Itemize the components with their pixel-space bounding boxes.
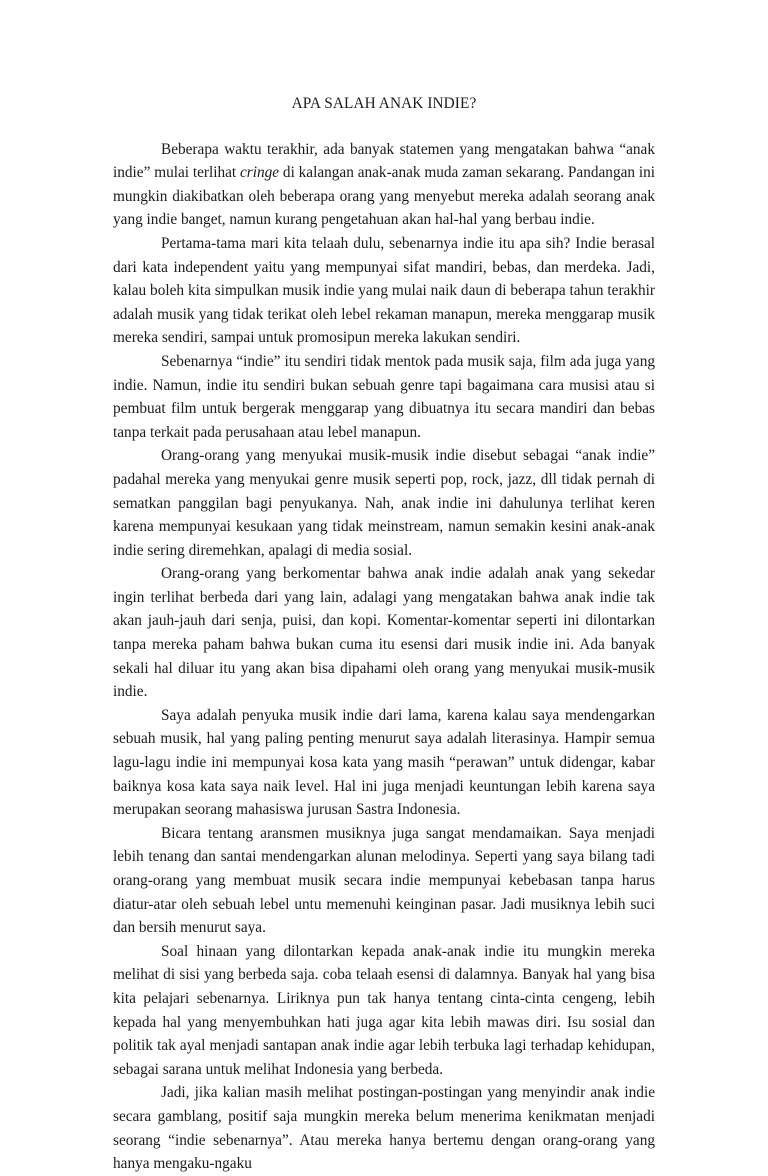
paragraph-1 [113,138,655,232]
paragraph-4: Orang-orang yang menyukai musik-musik indie disebut sebagai “anak indie” padahal mereka yang menyukai genre musik seperti pop, rock, jazz, dll tidak pernah di sematkan panggilan bagi penyukanya. Nah, anak indie ini dahulunya terlihat keren karena mempunyai kesukaan yang tidak meinstream, namun semakin kesini anak-anak indie sering diremehkan, apalagi di media sosial. [113,447,655,559]
paragraph-1-text-before: Beberapa waktu terakhir, ada banyak statemen yang mengatakan bahwa “anak indie” mulai terlihat [113,140,655,182]
paragraph-9: Jadi, jika kalian masih melihat postingan-postingan yang menyindir anak indie secara gamblang, positif saja mungkin mereka belum menerima kenikmatan menjadi seorang “indie sebenarnya”. Atau mereka hanya bertemu dengan orang-orang yang hanya mengaku-ngaku [113,1084,655,1173]
paragraph-5: Orang-orang yang berkomentar bahwa anak indie adalah anak yang sekedar ingin terlihat berbeda dari yang lain, adalagi yang mengatakan bahwa anak indie tak akan jauh-jauh dari senja, puisi, dan kopi. Komentar-komentar seperti ini dilontarkan tanpa mereka paham bahwa bukan cuma itu esensi dari musik indie ini. Ada banyak sekali hal diluar itu yang akan bisa dipahami oleh orang yang menyukai musik-musik indie. [113,565,655,701]
paragraph-8: Soal hinaan yang dilontarkan kepada anak-anak indie itu mungkin mereka melihat di sisi yang berbeda saja. coba telaah esensi di dalamnya. Banyak hal yang bisa kita pelajari sebenarnya. Liriknya pun tak hanya tentang cinta-cinta cengeng, lebih kepada hal yang menyembuhkan hati juga agar kita lebih mawas diri. Isu sosial dan politik tak ayal menjadi santapan anak indie agar lebih terbuka lagi terhadap kehidupan, sebagai sarana untuk melihat Indonesia yang berbeda. [113,942,655,1078]
paragraph-2: Pertama-tama mari kita telaah dulu, sebenarnya indie itu apa sih? Indie berasal dari kata independent yaitu yang mempunyai sifat mandiri, bebas, dan merdeka. Jadi, kalau boleh kita simpulkan musik indie yang mulai naik daun di beberapa tahun terakhir adalah musik yang tidak terikat oleh lebel rekaman manapun, mereka menggarap musik mereka sendiri, sampai untuk promosipun mereka lakukan sendiri. [113,234,655,347]
document-title: APA SALAH ANAK INDIE? [291,95,477,112]
paragraph-1-italic-word: cringe [240,164,280,182]
paragraph-7: Bicara tentang aransmen musiknya juga sangat mendamaikan. Saya menjadi lebih tenang dan santai mendengarkan alunan melodinya. Seperti yang saya bilang tadi orang-orang yang membuat musik secara indie mempunyai kebebasan tanpa harus diatur-atar oleh sebuah lebel untu memenuhi keinginan pasar. Jadi musiknya lebih suci dan bersih menurut saya. [113,824,655,937]
paragraph-1-text-after: di kalangan anak-anak muda zaman sekarang. Pandangan ini mungkin diakibatkan oleh beberapa orang yang menyebut mereka adalah seorang anak yang indie banget, namun kurang pengetahuan akan hal-hal yang berbau indie. [113,164,656,229]
paragraph-3: Sebenarnya “indie” itu sendiri tidak mentok pada musik saja, film ada juga yang indie. Namun, indie itu sendiri bukan sebuah genre tapi bagaimana cara musisi atau si pembuat film untuk bergerak menggarap yang dibuatnya itu secara mandiri dan bebas tanpa terkait pada perusahaan atau lebel manapun. [113,352,655,441]
paragraph-6: Saya adalah penyuka musik indie dari lama, karena kalau saya mendengarkan sebuah musik, hal yang paling penting menurut saya adalah literasinya. Hampir semua lagu-lagu indie ini mempunyai kosa kata yang masih “perawan” untuk didengar, kabar baiknya kosa kata saya naik level. Hal ini juga menjadi keuntungan lebih karena saya merupakan seorang mahasiswa jurusan Sastra Indonesia. [113,706,655,819]
